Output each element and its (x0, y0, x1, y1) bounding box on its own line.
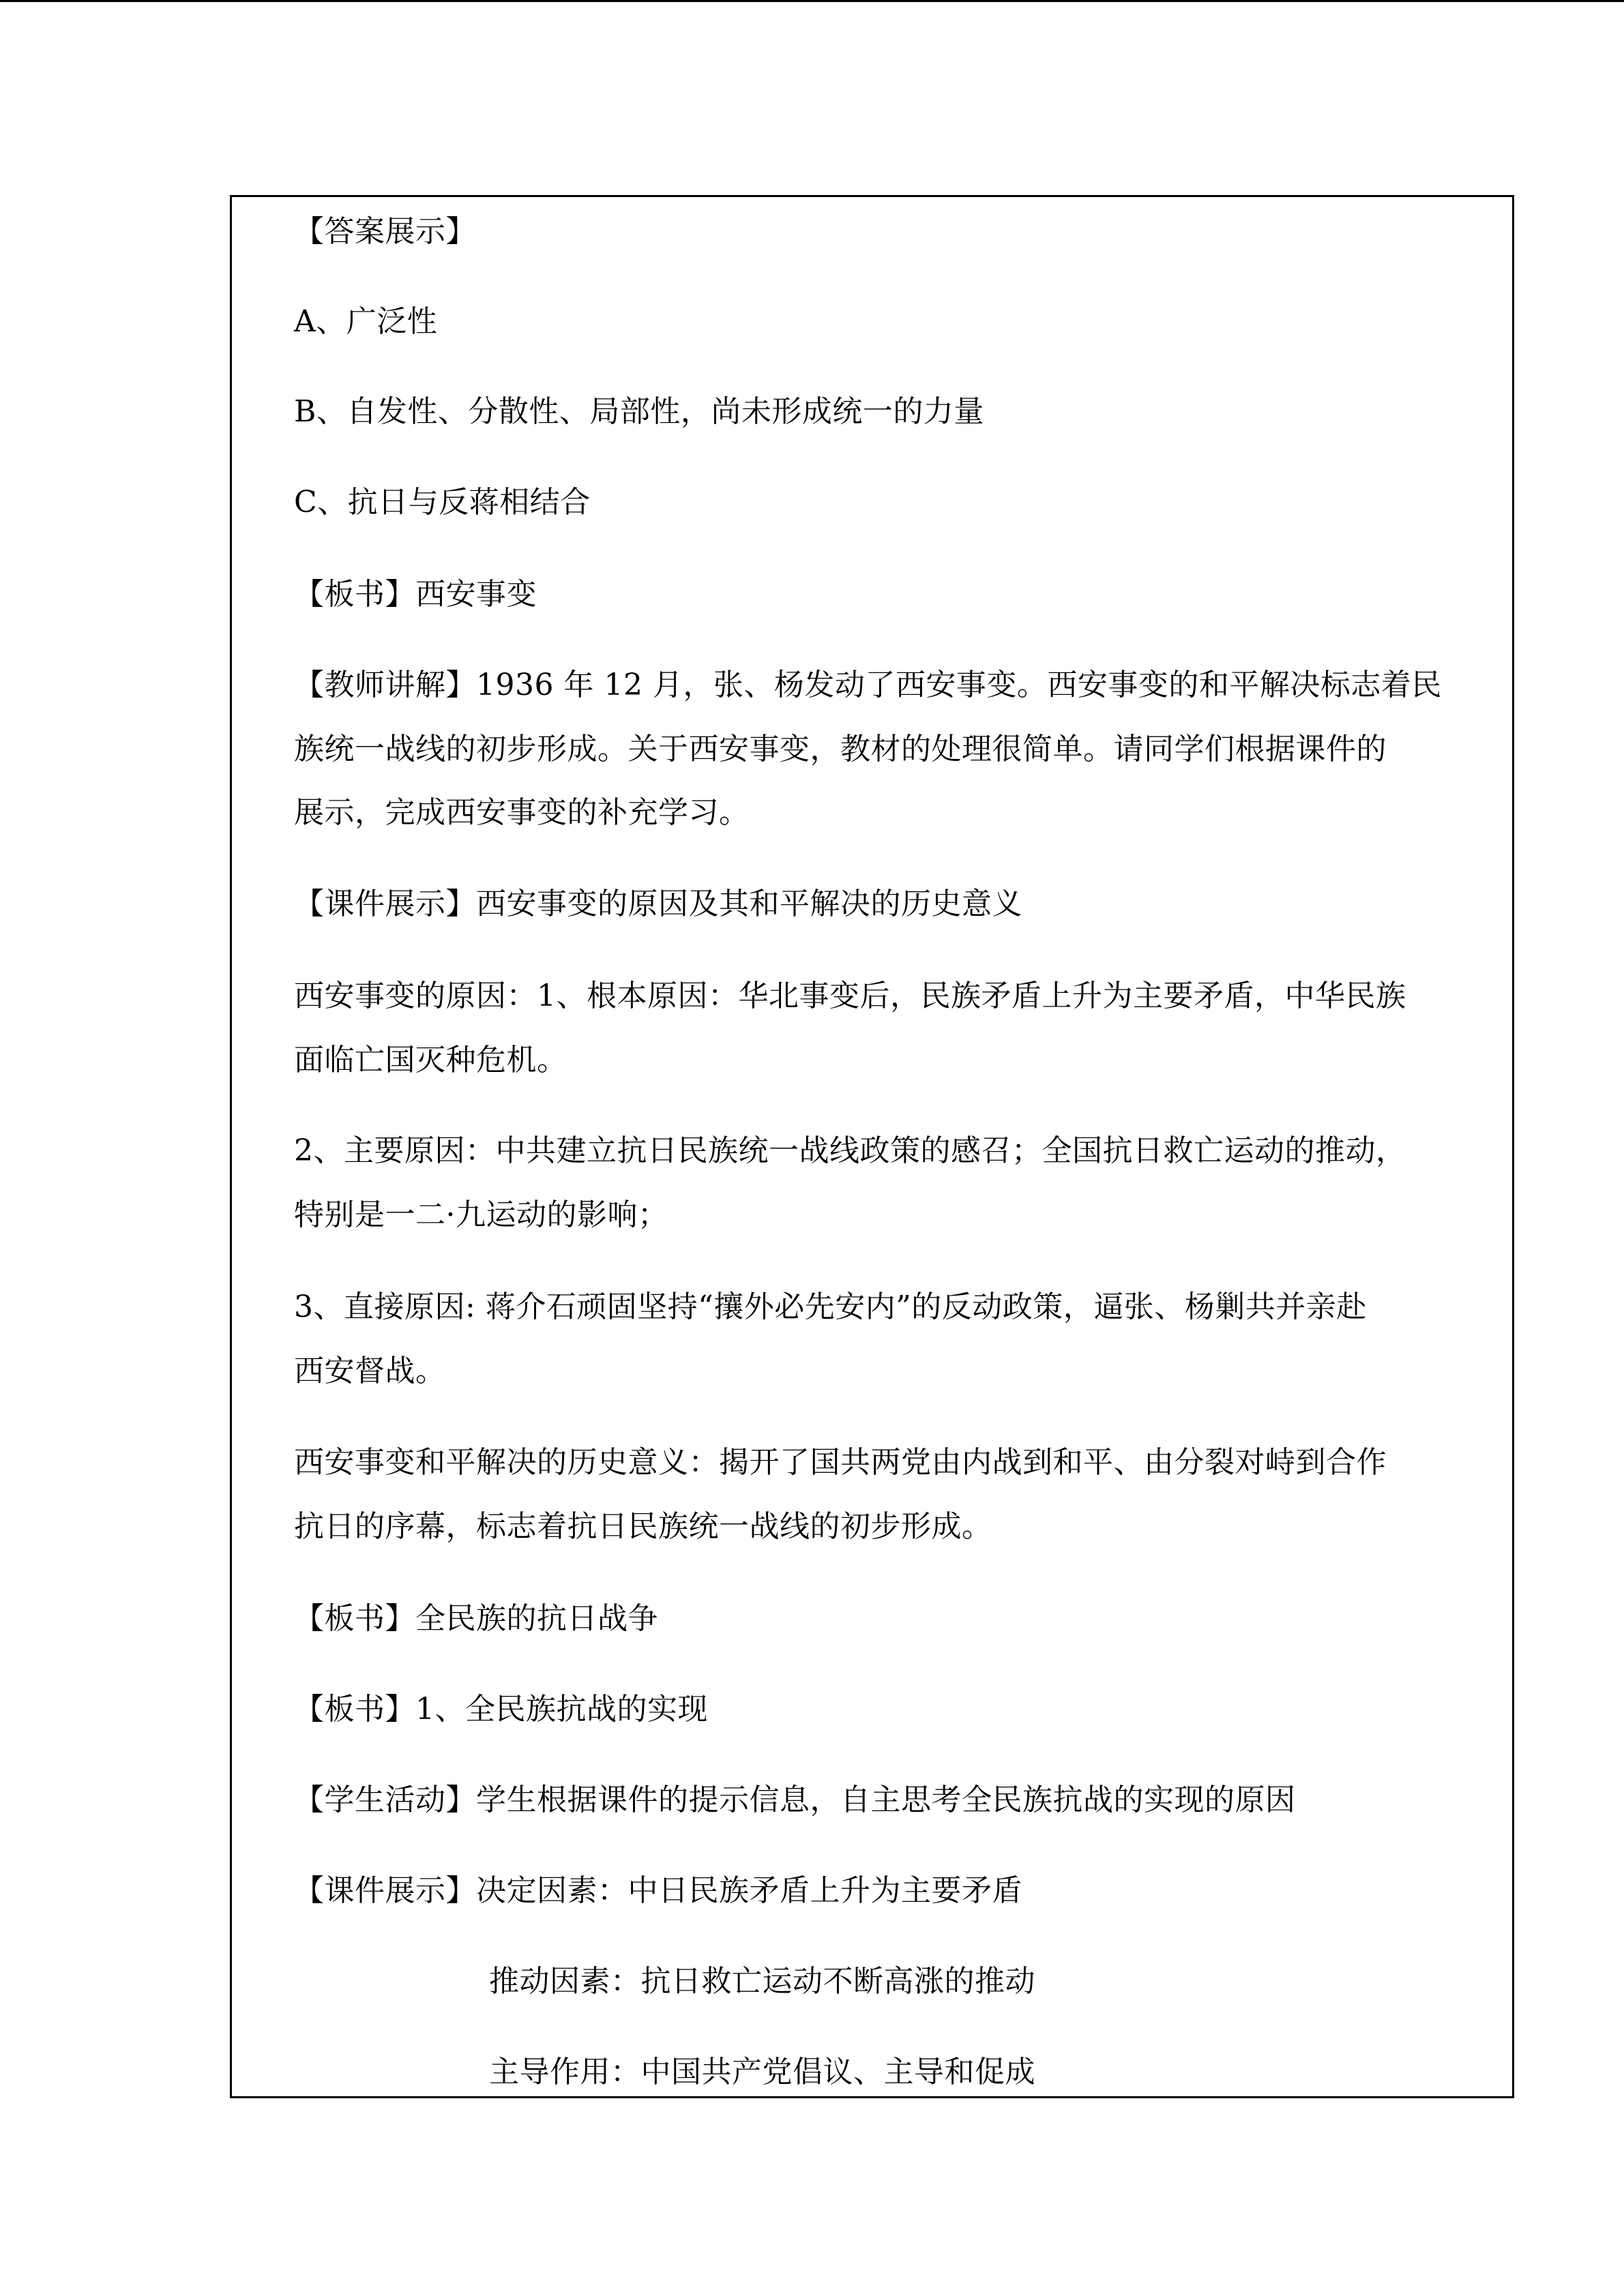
board-national-war-realization: 【板书】1、全民族抗战的实现 (294, 1692, 708, 1727)
cause-fundamental-line-2: 面临亡国灭种危机。 (294, 1043, 567, 1077)
cause-main-line-2: 特别是一二·九运动的影响； (294, 1197, 668, 1232)
board-national-war: 【板书】全民族的抗日战争 (294, 1601, 658, 1636)
answer-b: B、自发性、分散性、局部性，尚未形成统一的力量 (294, 394, 984, 429)
answer-c: C、抗日与反蒋相结合 (294, 485, 591, 520)
significance-line-2: 抗日的序幕，标志着抗日民族统一战线的初步形成。 (294, 1509, 992, 1544)
teacher-explanation-line-2: 族统一战线的初步形成。关于西安事变，教材的处理很简单。请同学们根据课件的 (294, 732, 1387, 766)
student-activity: 【学生活动】学生根据课件的提示信息，自主思考全民族抗战的实现的原因 (294, 1783, 1296, 1817)
cause-main-line-1: 2、主要原因：中共建立抗日民族统一战线政策的感召；全国抗日救亡运动的推动， (294, 1133, 1406, 1168)
page-top-rule (0, 0, 1624, 2)
courseware-decisive-factor: 【课件展示】决定因素：中日民族矛盾上升为主要矛盾 (294, 1873, 1022, 1908)
answer-heading: 【答案展示】 (294, 214, 476, 249)
courseware-driving-factor: 推动因素：抗日救亡运动不断高涨的推动 (489, 1964, 1035, 1999)
cause-fundamental-line-1: 西安事变的原因：1、根本原因：华北事变后，民族矛盾上升为主要矛盾，中华民族 (294, 979, 1406, 1013)
courseware-leading-role: 主导作用：中国共产党倡议、主导和促成 (489, 2055, 1035, 2089)
board-xian-incident: 【板书】西安事变 (294, 577, 537, 612)
teacher-explanation-line-1: 【教师讲解】1936 年 12 月，张、杨发动了西安事变。西安事变的和平解决标志着民 (294, 668, 1442, 702)
answer-a: A、广泛性 (294, 304, 438, 339)
courseware-xian-heading: 【课件展示】西安事变的原因及其和平解决的历史意义 (294, 886, 1022, 921)
cause-direct-line-2: 西安督战。 (294, 1354, 446, 1388)
cause-direct-line-1: 3、直接原因: 蒋介石顽固坚持“攘外必先安内”的反动政策，逼张、杨剿共并亲赴 (294, 1289, 1367, 1324)
teacher-explanation-line-3: 展示，完成西安事变的补充学习。 (294, 795, 750, 830)
significance-line-1: 西安事变和平解决的历史意义：揭开了国共两党由内战到和平、由分裂对峙到合作 (294, 1445, 1387, 1480)
